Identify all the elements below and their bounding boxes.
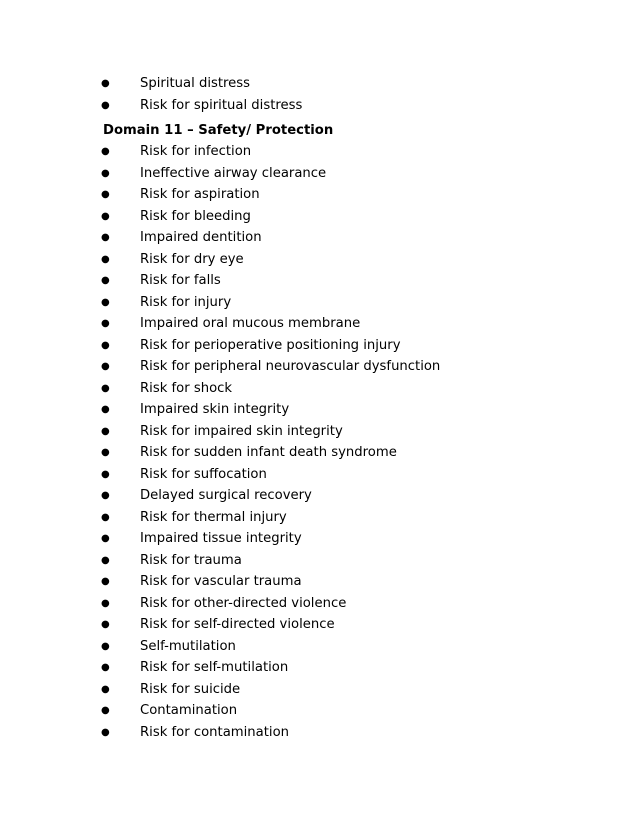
list-item-text: Risk for aspiration — [140, 187, 260, 202]
bullet-icon: ● — [101, 404, 110, 415]
list-item-text: Risk for infection — [140, 144, 252, 159]
bullet-icon: ● — [101, 619, 110, 630]
list-item — [0, 679, 638, 701]
bullet-icon: ● — [101, 253, 110, 265]
bullet-icon: ● — [101, 490, 110, 501]
bullet-icon: ● — [101, 533, 110, 544]
list-item — [0, 163, 638, 185]
list-item — [0, 227, 638, 249]
list-item-text: Risk for thermal injury — [140, 509, 287, 525]
bullet-icon: ● — [101, 576, 110, 587]
list-item — [0, 313, 638, 335]
list-item — [0, 95, 638, 117]
list-item — [0, 636, 638, 658]
bullet-icon: ● — [101, 683, 110, 695]
list-item-text: Risk for trauma — [140, 552, 242, 568]
list-item — [0, 421, 638, 443]
list-item — [0, 485, 638, 507]
list-item — [0, 593, 638, 615]
list-item — [0, 184, 638, 206]
list-item-text: Impaired dentition — [140, 230, 262, 245]
list-item-text: Risk for other-directed violence — [140, 595, 347, 611]
list-item — [0, 464, 638, 486]
list-item — [0, 249, 638, 271]
bullet-icon: ● — [101, 210, 110, 222]
bullet-icon: ● — [101, 662, 110, 673]
list-item-text: Impaired oral mucous membrane — [140, 316, 361, 331]
list-item — [0, 722, 638, 744]
bullet-icon: ● — [101, 275, 110, 286]
bullet-icon: ● — [101, 78, 110, 89]
list-item — [0, 550, 638, 572]
list-item-text: Risk for falls — [140, 273, 221, 288]
list-item — [0, 73, 638, 95]
list-item — [0, 292, 638, 314]
list-item-text: Risk for spiritual distress — [140, 97, 303, 113]
bullet-icon: ● — [101, 361, 110, 372]
list-item-text: Risk for injury — [140, 294, 232, 310]
bullet-icon: ● — [101, 511, 110, 523]
list-item-text: Risk for sudden infant death syndrome — [140, 445, 397, 460]
list-item — [0, 507, 638, 529]
list-item-text: Risk for suffocation — [140, 466, 267, 482]
list-item-text: Risk for perioperative positioning injury — [140, 337, 401, 353]
bullet-list-spiritual — [0, 73, 638, 116]
list-item-text: Contamination — [140, 703, 238, 718]
bullet-icon: ● — [101, 99, 110, 111]
bullet-icon: ● — [101, 726, 110, 738]
list-item — [0, 657, 638, 679]
domain-heading: Domain 11 – Safety/ Protection — [103, 123, 334, 138]
list-item-text: Risk for self-mutilation — [140, 660, 289, 675]
list-item-text: Risk for impaired skin integrity — [140, 423, 343, 439]
list-item-text: Risk for dry eye — [140, 251, 244, 267]
bullet-icon: ● — [101, 167, 110, 179]
bullet-icon: ● — [101, 296, 110, 308]
list-item-text: Risk for suicide — [140, 681, 241, 697]
list-item-text: Risk for shock — [140, 380, 233, 396]
list-item — [0, 378, 638, 400]
bullet-list-safety-protection — [0, 141, 638, 743]
list-item — [0, 356, 638, 378]
list-item — [0, 700, 638, 722]
list-item — [0, 206, 638, 228]
list-item-text: Impaired skin integrity — [140, 402, 290, 417]
list-item — [0, 571, 638, 593]
bullet-icon: ● — [101, 318, 110, 329]
list-item — [0, 614, 638, 636]
list-item — [0, 270, 638, 292]
list-item-text: Risk for contamination — [140, 724, 289, 740]
list-item-text: Risk for vascular trauma — [140, 574, 302, 589]
list-item-text: Ineffective airway clearance — [140, 165, 327, 181]
bullet-icon: ● — [101, 640, 110, 652]
bullet-icon: ● — [101, 447, 110, 458]
list-item-text: Spiritual distress — [140, 76, 251, 91]
bullet-icon: ● — [101, 705, 110, 716]
list-item — [0, 528, 638, 550]
bullet-icon: ● — [101, 597, 110, 609]
list-item-text: Impaired tissue integrity — [140, 531, 302, 546]
list-item — [0, 141, 638, 163]
list-item-text: Risk for self-directed violence — [140, 617, 335, 632]
bullet-icon: ● — [101, 339, 110, 351]
bullet-icon: ● — [101, 468, 110, 480]
list-item — [0, 442, 638, 464]
list-item — [0, 399, 638, 421]
bullet-icon: ● — [101, 554, 110, 566]
bullet-icon: ● — [101, 382, 110, 394]
bullet-icon: ● — [101, 232, 110, 243]
list-item-text: Delayed surgical recovery — [140, 488, 312, 503]
list-item-text: Risk for bleeding — [140, 208, 251, 224]
list-item-text: Self-mutilation — [140, 638, 236, 654]
list-item — [0, 335, 638, 357]
bullet-icon: ● — [101, 146, 110, 157]
list-item-text: Risk for peripheral neurovascular dysfunction — [140, 359, 441, 374]
bullet-icon: ● — [101, 425, 110, 437]
bullet-icon: ● — [101, 189, 110, 200]
